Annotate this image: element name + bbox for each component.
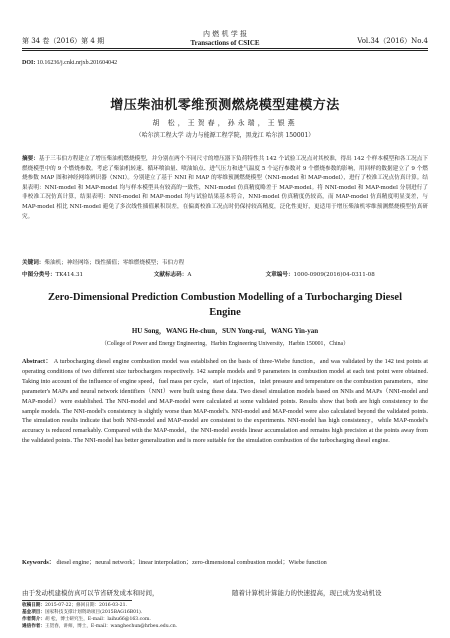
clc-label: 中图分类号：	[22, 272, 56, 278]
footnote-rule	[22, 600, 132, 601]
affiliation-en: （College of Power and Energy Engineering，Harbin Engineering University，Harbin 150001，China）	[101, 341, 349, 347]
authors-cn: 胡 松，王贺春，孙永瑞，王银燕	[152, 119, 298, 127]
note-fund	[22, 610, 322, 617]
header-rule-thin	[22, 50, 428, 51]
journal-volume-left: 第 34 卷（2016）第 4 期	[22, 37, 105, 45]
abstract-cn-label: 摘要：	[22, 156, 39, 162]
journal-name-en: Transactions of CSICE	[190, 39, 260, 47]
note-received-label: 收稿日期：	[22, 603, 45, 608]
doi-line	[22, 60, 117, 66]
note-received-text: 2015-07-22；修回日期：2016-03-21.	[44, 603, 127, 608]
keywords-cn-text: 柴油机；神经网络；线性插值；零维燃烧模型；韦伯方程	[44, 260, 185, 266]
authors-en: HU Song，WANG He-chun，SUN Yong-rui，WANG Yin-yan	[131, 327, 319, 335]
note-author	[22, 617, 322, 624]
note-author-text: 胡 松，博士研究生，E-mail：laihu66@163.com.	[44, 616, 151, 622]
abstract-en	[22, 357, 428, 446]
abstract-en-label: Abstract：	[22, 358, 53, 365]
article-id-value: 1000-0909(2016)04-0311-08	[293, 272, 375, 278]
note-corr-label: 通信作者：	[22, 623, 45, 629]
footnotes	[22, 603, 322, 631]
keywords-en	[22, 558, 428, 568]
paper-title-cn: 增压柴油机零维预测燃烧模型建模方法	[110, 98, 340, 113]
clc-value: TK414.31	[55, 272, 84, 278]
journal-name-cn: 内 燃 机 学 报	[203, 30, 247, 38]
header-rule	[22, 48, 428, 49]
article-id-label: 文章编号：	[265, 272, 294, 278]
abstract-en-text: A turbocharging diesel engine combustion model was established on the basis of three-Wiebe function，and was validated by the 142 test points at operating conditions of two different size turbochargers respectively. 142 sample models and 9 parameters in combustion model at each test point were obtained. Taking into account of the influence of engine speed，fuel mass per cycle，start of injection，inlet pressure and temperature on the combustion parameters，nine parameter's MAPs and neural network identifiers（NNI）were built using these data. Two diesel simulation models based on NNIs and MAPs（NNI-model and MAP-model）were established. The NNI-model and MAP-model were calculated at some validated points. Results show that both are high consistency to the sample models. The NNI-model's consistency is slightly worse than MAP-model's. NNI-model and MAP-model were also calculated beyond the validated points. The simulation results indicate that both NNI-model and MAP-model are consistent to the experiments. NNI-model has high consistency，while MAP-model's accuracy is reduced remarkably. Compared with the MAP-model，the NNI-model avoids linear accumulation and remains high precision at the points away from the validated points. The NNI-model has better generalization and is more suitable for the simulation combustion of the turbocharging diesel engine.	[22, 358, 428, 445]
note-corresponding	[22, 624, 322, 631]
keywords-cn	[22, 258, 428, 266]
doc-code-label: 文献标志码：	[153, 272, 188, 278]
body-column-left: 由于发动机建模仿真可以节省研发成本和时间，	[22, 589, 159, 597]
doc-code-value: A	[187, 272, 192, 278]
journal-volume-right: Vol.34（2016）No.4	[357, 37, 428, 45]
note-corr-text: 王贺春，讲师，博士，E-mail：wanghechun@hrbeu.edu.cn.	[44, 623, 178, 629]
abstract-cn	[22, 155, 428, 222]
body-column-right: 随着计算机计算能力的快速提高，现已成为发动机设	[232, 589, 382, 597]
keywords-en-text: diesel engine；neural network；linear interpolation；zero-dimensional combustion model；Wiebe function	[56, 559, 327, 566]
note-received	[22, 603, 322, 610]
note-fund-text: 国家科技支撑计划资助项目(2015BAG16B01)．	[44, 609, 146, 615]
keywords-en-label: Keywords：	[22, 559, 55, 566]
abstract-cn-text: 基于三韦伯方程建立了增压柴油机燃烧模型，并分别在两个不同尺寸的增压器下负荷特性共 142 个试验工况点对其校准，得出 142 个样本模型和各工况点下燃烧模型中的 9 个燃烧参数。考虑了柴油机转速、循环喷油量、喷油始点、进气压力和进气温度 5 个运行参数对 9 个燃烧参数的影响，用回样的数据建立了 9 个燃烧参数 MAP 图和神经网络辨识器（NNI）。分别建立了基于 NNI 和 MAP 的零维预测燃烧模型（NNI-model 和 MAP-model），进行了校准工况点仿真计算。结果表明：NNI-model 和 MAP-model 均与样本模型具有较高的一致性，NNI-model 仿真精度略差于 MAP-model。将 NNI-model 和 MAP-model 分别进行了非校准工况仿真计算，结果表明：NNI-model 和 MAP-model 均与试验结果基本符合，NNI-model 仿真精度仍较高，而 MAP-model 仿真精度明显变差，与 MAP-model 相比 NNI-model 避免了多次线性插值累积误差，在偏离校准工况点时仍保持较高精度，泛化性更好，更适用于增压柴油机零维预测燃烧模型仿真研究。	[22, 156, 428, 220]
keywords-cn-label: 关键词：	[22, 260, 45, 266]
note-fund-label: 基金项目：	[22, 609, 45, 615]
affiliation-cn: （哈尔滨工程大学 动力与能源工程学院，黑龙江 哈尔滨 150001）	[135, 132, 315, 139]
doi-label: DOI:	[22, 60, 36, 66]
doi-value[interactable]: 10.16236/j.cnki.nrjxb.201604042	[36, 60, 118, 66]
classification-row	[22, 270, 428, 278]
paper-title-en: Zero-Dimensional Prediction Combustion Modelling of a Turbocharging Diesel Engine	[47, 292, 402, 318]
note-author-label: 作者简介：	[22, 616, 45, 622]
